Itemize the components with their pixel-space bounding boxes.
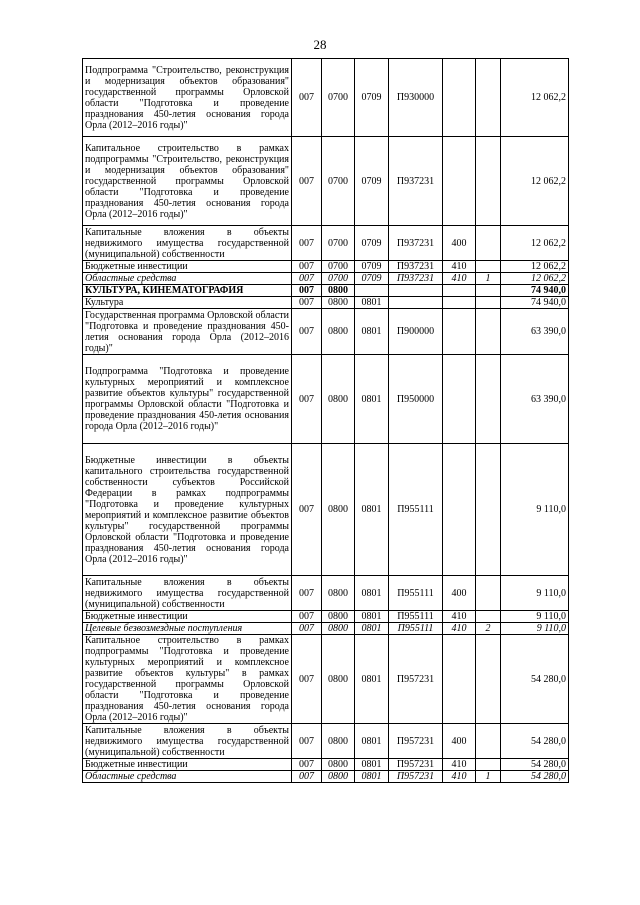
table-row [83,137,569,226]
subsection-code: 0801 [355,623,389,635]
table-row [83,273,569,285]
target-article-code [389,297,443,309]
target-article-code: П937231 [389,226,443,261]
expense-type-code: 410 [443,771,476,783]
row-name: Целевые безвозмездные поступления [83,623,292,635]
funding-source-code [476,285,501,297]
target-article-code: П955111 [389,611,443,623]
ministry-code: 007 [292,226,322,261]
funding-source-code [476,635,501,724]
expense-type-code: 400 [443,576,476,611]
target-article-code: П937231 [389,273,443,285]
ministry-code: 007 [292,297,322,309]
row-name: Капитальные вложения в объекты недвижимого имущества государственной (муниципальной) собственности [83,724,292,759]
funding-source-code [476,724,501,759]
target-article-code: П950000 [389,355,443,444]
row-name: Областные средства [83,771,292,783]
row-name: Областные средства [83,273,292,285]
amount: 12 062,2 [501,59,569,137]
amount: 9 110,0 [501,576,569,611]
ministry-code: 007 [292,137,322,226]
section-code: 0800 [322,623,355,635]
subsection-code: 0709 [355,261,389,273]
row-name: КУЛЬТУРА, КИНЕМАТОГРАФИЯ [83,285,292,297]
section-code: 0800 [322,724,355,759]
section-code: 0800 [322,611,355,623]
subsection-code: 0801 [355,444,389,576]
expense-type-code [443,635,476,724]
amount: 74 940,0 [501,285,569,297]
funding-source-code [476,309,501,355]
ministry-code: 007 [292,635,322,724]
expense-type-code [443,444,476,576]
amount: 54 280,0 [501,771,569,783]
target-article-code [389,285,443,297]
subsection-code: 0801 [355,309,389,355]
target-article-code: П957231 [389,759,443,771]
row-name: Капитальные вложения в объекты недвижимого имущества государственной (муниципальной) собственности [83,226,292,261]
subsection-code: 0709 [355,59,389,137]
row-name: Бюджетные инвестиции [83,759,292,771]
subsection-code: 0801 [355,297,389,309]
expense-type-code: 410 [443,611,476,623]
section-code: 0800 [322,309,355,355]
row-name: Подпрограмма "Строительство, реконструкция и модернизация объектов образования" государственной программы Орловской области "Подготовка и проведение празднования 450-летия основания города Орла (2012–2016 годы)" [83,59,292,137]
row-name: Подпрограмма "Подготовка и проведение культурных мероприятий и комплексное развитие объектов культуры" государственной программы Орловской области "Подготовка и проведение празднования 450-летия основания города Орла (2012–2016 годы)" [83,355,292,444]
subsection-code: 0801 [355,771,389,783]
subsection-code: 0801 [355,759,389,771]
amount: 54 280,0 [501,635,569,724]
row-name: Капитальные вложения в объекты недвижимого имущества государственной (муниципальной) собственности [83,576,292,611]
funding-source-code [476,355,501,444]
table-row [83,724,569,759]
funding-source-code [476,297,501,309]
budget-table [82,58,569,783]
amount: 12 062,2 [501,226,569,261]
section-code: 0800 [322,635,355,724]
subsection-code: 0801 [355,635,389,724]
expense-type-code [443,137,476,226]
ministry-code: 007 [292,771,322,783]
amount: 63 390,0 [501,355,569,444]
expense-type-code [443,309,476,355]
expense-type-code: 410 [443,261,476,273]
row-name: Бюджетные инвестиции [83,611,292,623]
subsection-code: 0801 [355,355,389,444]
section-code: 0700 [322,137,355,226]
target-article-code: П955111 [389,444,443,576]
table-row [83,261,569,273]
section-code: 0700 [322,226,355,261]
target-article-code: П930000 [389,59,443,137]
amount: 9 110,0 [501,623,569,635]
table-row [83,771,569,783]
section-code: 0700 [322,59,355,137]
ministry-code: 007 [292,355,322,444]
row-name: Культура [83,297,292,309]
ministry-code: 007 [292,285,322,297]
expense-type-code [443,297,476,309]
table-row [83,355,569,444]
funding-source-code [476,576,501,611]
funding-source-code [476,611,501,623]
funding-source-code: 1 [476,771,501,783]
subsection-code: 0709 [355,226,389,261]
ministry-code: 007 [292,759,322,771]
table-row [83,444,569,576]
target-article-code: П937231 [389,261,443,273]
table-row [83,611,569,623]
amount: 63 390,0 [501,309,569,355]
section-code: 0800 [322,285,355,297]
table-row [83,59,569,137]
table-row [83,297,569,309]
funding-source-code [476,59,501,137]
section-code: 0800 [322,444,355,576]
funding-source-code [476,137,501,226]
amount: 54 280,0 [501,724,569,759]
amount: 9 110,0 [501,611,569,623]
ministry-code: 007 [292,309,322,355]
ministry-code: 007 [292,59,322,137]
subsection-code: 0801 [355,576,389,611]
expense-type-code: 410 [443,623,476,635]
expense-type-code [443,355,476,444]
table-row [83,226,569,261]
section-code: 0700 [322,261,355,273]
subsection-code: 0709 [355,137,389,226]
section-code: 0700 [322,273,355,285]
table-row [83,623,569,635]
funding-source-code [476,226,501,261]
amount: 54 280,0 [501,759,569,771]
table-row [83,759,569,771]
expense-type-code: 410 [443,273,476,285]
target-article-code: П957231 [389,771,443,783]
ministry-code: 007 [292,444,322,576]
expense-type-code: 400 [443,724,476,759]
amount: 12 062,2 [501,137,569,226]
ministry-code: 007 [292,273,322,285]
amount: 74 940,0 [501,297,569,309]
section-code: 0800 [322,759,355,771]
ministry-code: 007 [292,261,322,273]
section-code: 0800 [322,771,355,783]
expense-type-code [443,285,476,297]
row-name: Государственная программа Орловской области "Подготовка и проведение празднования 450-летия основания города Орла (2012–2016 годы)" [83,309,292,355]
table-row [83,285,569,297]
funding-source-code [476,759,501,771]
row-name: Бюджетные инвестиции в объекты капитального строительства государственной собственности субъектов Российской Федерации в рамках подпрограммы "Подготовка и проведение культурных мероприятий и комплексное развитие объектов культуры" государственной программы Орловской области "Подготовка и проведение празднования 450-летия основания города Орла (2012–2016 годы)" [83,444,292,576]
funding-source-code [476,261,501,273]
table-row [83,576,569,611]
row-name: Капитальное строительство в рамках подпрограммы "Подготовка и проведение культурных мероприятий и комплексное развитие объектов культуры" в рамках государственной программы Орловской области "Подготовка и проведение празднования 450-летия основания города Орла (2012–2016 годы)" [83,635,292,724]
row-name: Бюджетные инвестиции [83,261,292,273]
subsection-code: 0801 [355,611,389,623]
expense-type-code [443,59,476,137]
target-article-code: П900000 [389,309,443,355]
target-article-code: П955111 [389,623,443,635]
row-name: Капитальное строительство в рамках подпрограммы "Строительство, реконструкция и модернизация объектов образования" государственной программы Орловской области "Подготовка и проведение празднования 450-летия основания города Орла (2012–2016 годы)" [83,137,292,226]
ministry-code: 007 [292,724,322,759]
funding-source-code: 2 [476,623,501,635]
target-article-code: П937231 [389,137,443,226]
section-code: 0800 [322,297,355,309]
target-article-code: П957231 [389,724,443,759]
ministry-code: 007 [292,611,322,623]
subsection-code: 0801 [355,724,389,759]
ministry-code: 007 [292,623,322,635]
subsection-code: 0709 [355,273,389,285]
funding-source-code: 1 [476,273,501,285]
table-row [83,635,569,724]
page-number: 28 [313,37,327,52]
funding-source-code [476,444,501,576]
section-code: 0800 [322,576,355,611]
target-article-code: П957231 [389,635,443,724]
section-code: 0800 [322,355,355,444]
amount: 12 062,2 [501,261,569,273]
table-row [83,309,569,355]
subsection-code [355,285,389,297]
expense-type-code: 400 [443,226,476,261]
amount: 9 110,0 [501,444,569,576]
ministry-code: 007 [292,576,322,611]
amount: 12 062,2 [501,273,569,285]
target-article-code: П955111 [389,576,443,611]
expense-type-code: 410 [443,759,476,771]
